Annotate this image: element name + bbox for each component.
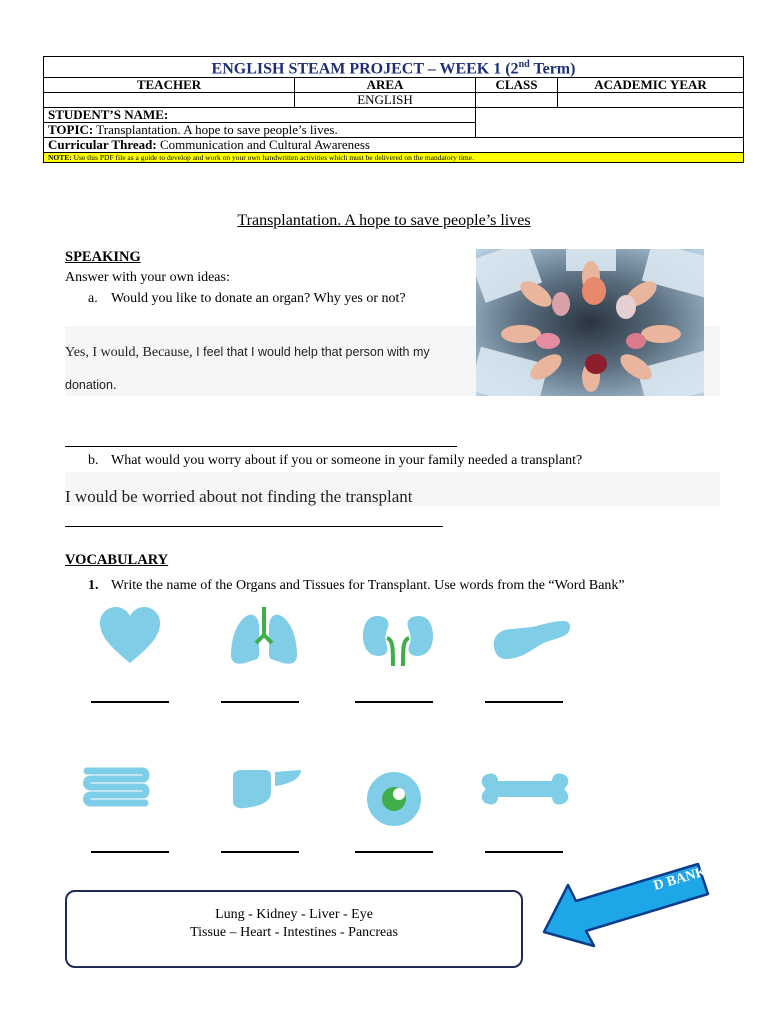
- question-b: What would you worry about if you or someone in your family needed a transplant?: [111, 453, 583, 468]
- kidneys-icon: [363, 614, 433, 673]
- lungs-icon: [229, 607, 299, 672]
- answer-blank[interactable]: [91, 851, 169, 853]
- speaking-instruction: Answer with your own ideas:: [65, 270, 230, 285]
- answer-b-line: [65, 526, 443, 527]
- answer-a-field[interactable]: Yes, I would, Because, I feel that I would help that person with my donation.: [65, 345, 430, 393]
- answer-blank[interactable]: [91, 701, 169, 703]
- intestines-icon: [81, 765, 151, 816]
- pancreas-icon: [490, 619, 572, 668]
- year-cell[interactable]: [558, 93, 744, 108]
- class-cell[interactable]: [476, 93, 558, 108]
- col-academic-year: ACADEMIC YEAR: [558, 78, 744, 93]
- question-a-letter: a.: [88, 291, 98, 306]
- heart-icon: [98, 605, 162, 670]
- word-bank-box: [65, 890, 523, 968]
- header-table: [43, 56, 744, 163]
- student-name-field[interactable]: STUDENT’S NAME:: [44, 108, 476, 123]
- question-1: Write the name of the Organs and Tissues for Transplant. Use words from the “Word Bank”: [111, 578, 625, 593]
- vocabulary-heading: VOCABULARY: [65, 552, 169, 568]
- word-bank-line-1: Lung - Kidney - Liver - Eye: [215, 907, 373, 922]
- answer-blank[interactable]: [221, 701, 299, 703]
- transplant-hands-photo: [476, 249, 704, 396]
- question-b-letter: b.: [88, 453, 99, 468]
- curricular-thread: Curricular Thread: Communication and Cultural Awareness: [44, 138, 744, 153]
- answer-a-line: [65, 446, 457, 447]
- topic-field: TOPIC: Transplantation. A hope to save people’s lives.: [44, 123, 476, 138]
- answer-blank[interactable]: [355, 851, 433, 853]
- note-banner: NOTE: Use this PDF file as a guide to develop and work on your own handwritten activities which must be delivered on the mandatory time.: [44, 153, 744, 163]
- col-area: AREA: [295, 78, 476, 93]
- area-value: ENGLISH: [295, 93, 476, 108]
- answer-blank[interactable]: [355, 701, 433, 703]
- answer-b-field[interactable]: I would be worried about not finding the transplant: [65, 487, 413, 506]
- document-title: Transplantation. A hope to save people’s lives: [237, 212, 531, 229]
- answer-blank[interactable]: [485, 701, 563, 703]
- teacher-cell[interactable]: [44, 93, 295, 108]
- question-a: Would you like to donate an organ? Why yes or not?: [111, 291, 406, 306]
- bone-icon: [478, 770, 572, 813]
- word-bank-line-2: Tissue – Heart - Intestines - Pancreas: [190, 925, 398, 940]
- word-bank-arrow: [540, 860, 715, 957]
- worksheet-title: ENGLISH STEAM PROJECT – WEEK 1 (2nd Term): [44, 57, 744, 78]
- word-bank-arrow-label: D BANK: [651, 864, 709, 894]
- answer-blank[interactable]: [221, 851, 299, 853]
- blank-cell: [476, 108, 744, 138]
- question-1-number: 1.: [88, 578, 99, 593]
- answer-blank[interactable]: [485, 851, 563, 853]
- eye-icon: [366, 771, 422, 832]
- speaking-heading: SPEAKING: [65, 249, 141, 265]
- col-class: CLASS: [476, 78, 558, 93]
- col-teacher: TEACHER: [44, 78, 295, 93]
- liver-icon: [231, 768, 303, 815]
